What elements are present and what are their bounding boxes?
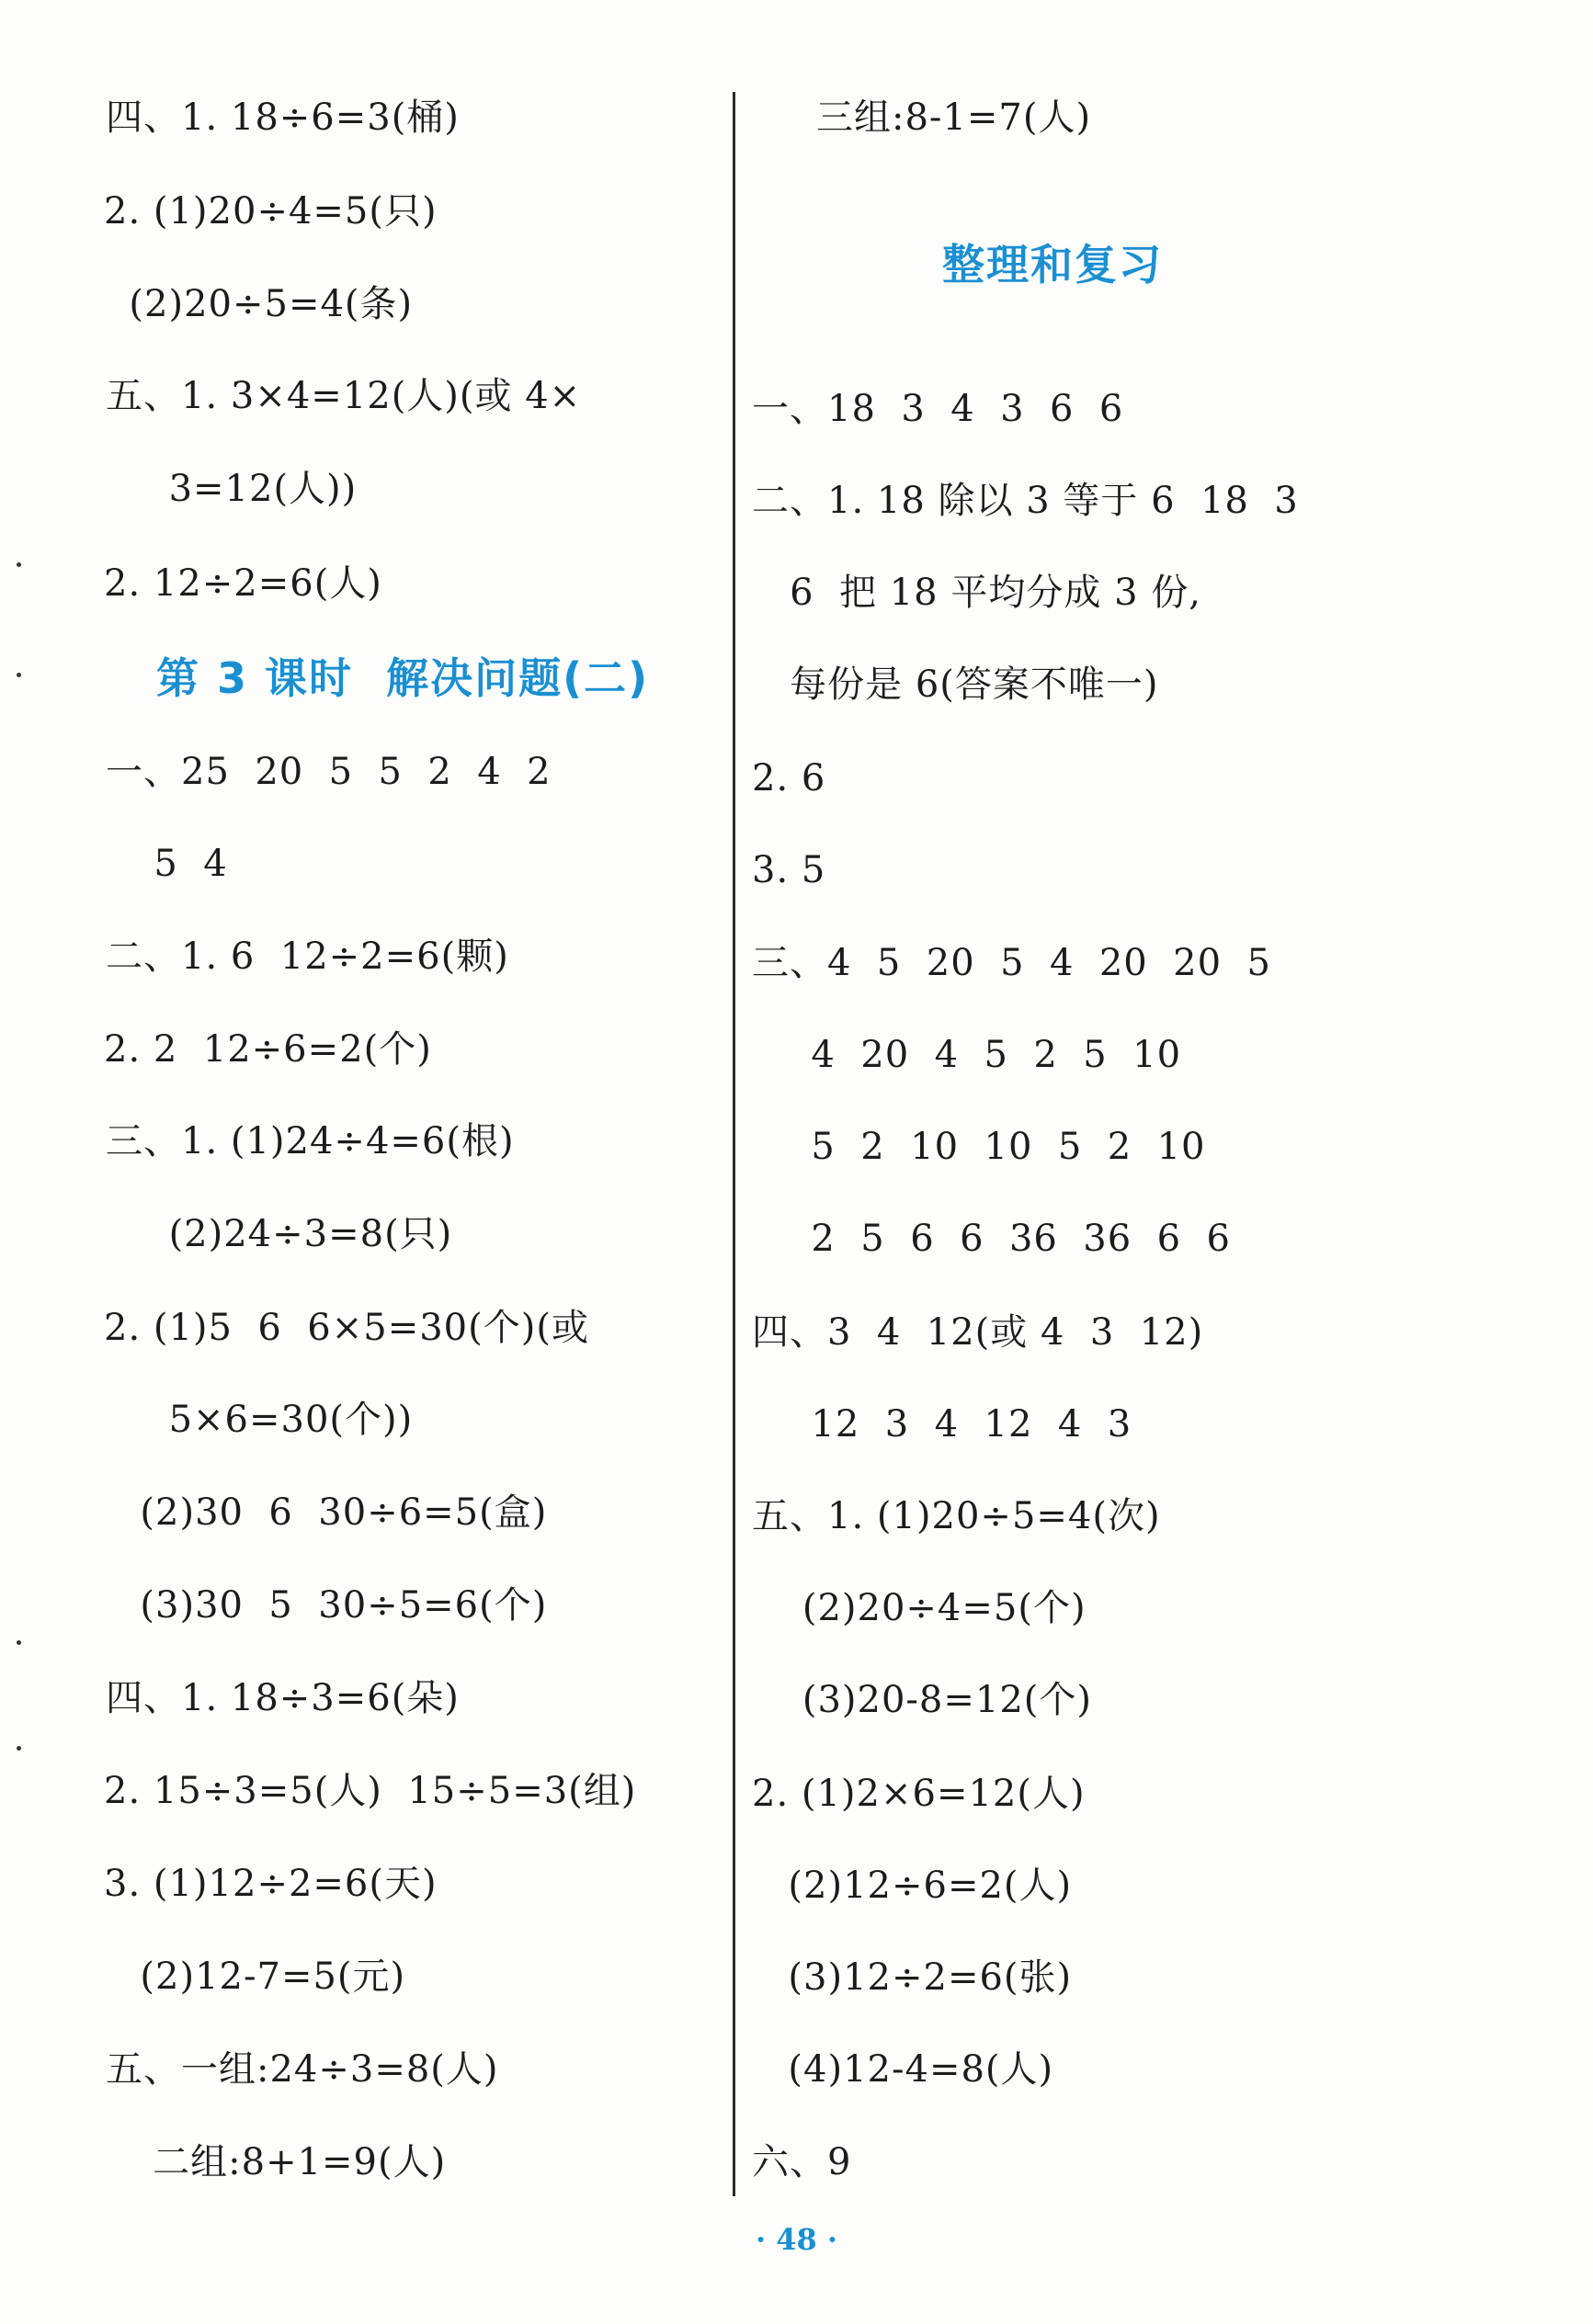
answer-line: (2)24÷3=8(只): [106, 1213, 453, 1255]
answer-line: 12 3 4 12 4 3: [786, 1403, 1132, 1445]
answer-line: 3=12(人)): [106, 468, 358, 510]
answer-line: (2)12-7=5(元): [115, 1956, 406, 1998]
answer-line: 三、1. (1)24÷4=6(根): [106, 1120, 515, 1162]
answer-line: 3. 5: [752, 849, 826, 891]
answer-line: 五、1. (1)20÷5=4(次): [752, 1495, 1161, 1537]
answer-line: 2. 12÷2=6(人): [104, 562, 382, 605]
answer-line: 二、1. 6 12÷2=6(颗): [106, 935, 509, 978]
margin-dot: [17, 1640, 21, 1645]
section-heading: 第 3 课时 解决问题(二): [156, 653, 650, 703]
answer-line: 2. (1)2×6=12(人): [752, 1773, 1086, 1815]
answer-line: 五、一组:24÷3=8(人): [106, 2048, 499, 2091]
answer-line: 3. (1)12÷2=6(天): [104, 1863, 438, 1905]
answer-line: (4)12-4=8(人): [763, 2048, 1054, 2091]
answer-line: (3)30 5 30÷5=6(个): [115, 1584, 548, 1627]
answer-line: 2. (1)20÷4=5(只): [104, 190, 438, 232]
answer-line: 三组:8-1=7(人): [816, 96, 1092, 139]
answer-line: 2. 2 12÷6=2(个): [104, 1028, 432, 1071]
answer-line: 四、3 4 12(或 4 3 12): [752, 1311, 1204, 1354]
answer-line: (2)30 6 30÷6=5(盒): [115, 1491, 548, 1534]
page-number: · 48 ·: [755, 2222, 838, 2257]
answer-line: 一、18 3 4 3 6 6: [752, 388, 1124, 430]
answer-line: (3)12÷2=6(张): [763, 1956, 1073, 1999]
answer-line: 六、9: [752, 2141, 852, 2183]
answer-line: 四、1. 18÷3=6(朵): [106, 1677, 460, 1719]
answer-line: 4 20 4 5 2 5 10: [786, 1034, 1182, 1076]
section-heading: 整理和复习: [942, 240, 1163, 289]
answer-line: 5 4: [129, 843, 228, 885]
answer-line: 四、1. 18÷6=3(桶): [106, 96, 460, 139]
answer-line: 5×6=30(个)): [106, 1399, 414, 1441]
answer-line: 二、1. 18 除以 3 等于 6 18 3: [752, 480, 1299, 522]
answer-line: 2 5 6 6 36 36 6 6: [786, 1218, 1231, 1260]
margin-dot: [17, 673, 21, 677]
answer-line: 2. (1)5 6 6×5=30(个)(或: [104, 1307, 589, 1349]
answer-line: (2)20÷5=4(条): [104, 283, 414, 325]
answer-line: 6 把 18 平均分成 3 份,: [752, 572, 1201, 614]
answer-line: 三、4 5 20 5 4 20 20 5: [752, 942, 1271, 984]
margin-dot: [17, 562, 21, 567]
answer-line: 每份是 6(答案不唯一): [752, 663, 1159, 706]
answer-line: 2. 6: [752, 757, 826, 799]
answer-line: (2)20÷4=5(个): [752, 1587, 1087, 1629]
answer-line: 5 2 10 10 5 2 10: [786, 1126, 1206, 1168]
answer-line: (2)12÷6=2(人): [763, 1865, 1073, 1907]
column-divider: [733, 92, 735, 2196]
answer-line: 五、1. 3×4=12(人)(或 4×: [106, 375, 582, 417]
answer-line: (3)20-8=12(个): [752, 1679, 1093, 1721]
answer-line: 2. 15÷3=5(人) 15÷5=3(组): [104, 1770, 637, 1812]
margin-dot: [17, 1746, 21, 1751]
answer-line: 二组:8+1=9(人): [115, 2141, 447, 2183]
answer-line: 一、25 20 5 5 2 4 2: [106, 751, 552, 793]
